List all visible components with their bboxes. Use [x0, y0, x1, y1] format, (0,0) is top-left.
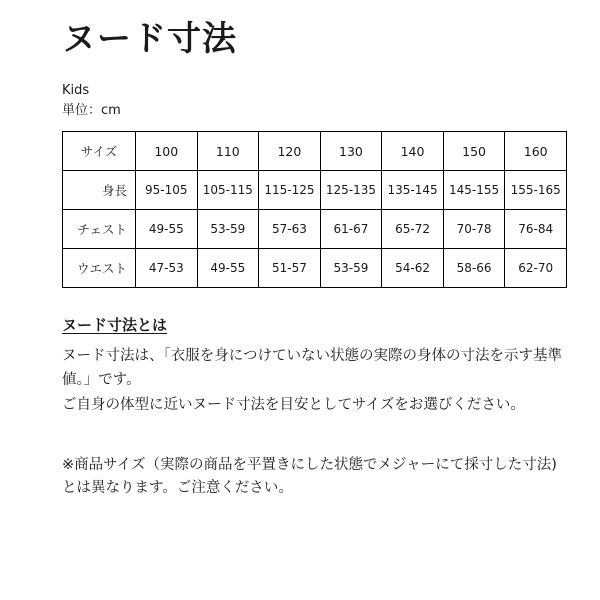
table-header-cell: 100: [136, 132, 198, 171]
table-cell: 135-145: [382, 171, 444, 210]
table-cell: 70-78: [443, 210, 505, 249]
table-cell: 145-155: [443, 171, 505, 210]
table-cell: 61-67: [320, 210, 382, 249]
table-header-cell: 130: [320, 132, 382, 171]
explanation-heading: ヌード寸法とは: [62, 316, 168, 335]
table-cell: 54-62: [382, 249, 444, 288]
row-label: 身長: [63, 171, 136, 210]
table-cell: 115-125: [259, 171, 321, 210]
table-cell: 49-55: [136, 210, 198, 249]
explanation-paragraph-2: ご自身の体型に近いヌード寸法を目安としてサイズをお選びください。: [62, 397, 525, 414]
table-header-cell: 120: [259, 132, 321, 171]
table-cell: 95-105: [136, 171, 198, 210]
chart-meta: [62, 81, 570, 121]
category-label: Kids: [62, 83, 90, 99]
table-cell: 76-84: [505, 210, 567, 249]
page-title: ヌード寸法: [62, 19, 237, 59]
table-header-cell: サイズ: [63, 132, 136, 171]
table-row: [63, 249, 567, 288]
table-cell: 49-55: [197, 249, 259, 288]
table-cell: 62-70: [505, 249, 567, 288]
table-cell: 51-57: [259, 249, 321, 288]
unit-label: 単位：cm: [62, 103, 121, 119]
table-cell: 57-63: [259, 210, 321, 249]
table-row: [63, 210, 567, 249]
table-cell: 155-165: [505, 171, 567, 210]
row-label: ウエスト: [63, 249, 136, 288]
table-header-cell: 110: [197, 132, 259, 171]
table-cell: 53-59: [197, 210, 259, 249]
table-cell: 105-115: [197, 171, 259, 210]
table-header-cell: 160: [505, 132, 567, 171]
table-header-cell: 150: [443, 132, 505, 171]
row-label: チェスト: [63, 210, 136, 249]
size-table: [62, 131, 567, 288]
note-text: ※商品サイズ（実際の商品を平置きにした状態でメジャーにて採寸した寸法)とは異なります。ご注意ください。: [62, 456, 557, 497]
explanation-section: [62, 314, 570, 417]
table-header-row: [63, 132, 567, 171]
table-cell: 125-135: [320, 171, 382, 210]
table-cell: 65-72: [382, 210, 444, 249]
table-cell: 53-59: [320, 249, 382, 288]
table-header-cell: 140: [382, 132, 444, 171]
explanation-paragraph-1: ヌード寸法は、「衣服を身につけていない状態の実際の身体の寸法を示す基準値。」です。: [62, 348, 562, 388]
table-cell: 58-66: [443, 249, 505, 288]
table-cell: 47-53: [136, 249, 198, 288]
table-row: [63, 171, 567, 210]
